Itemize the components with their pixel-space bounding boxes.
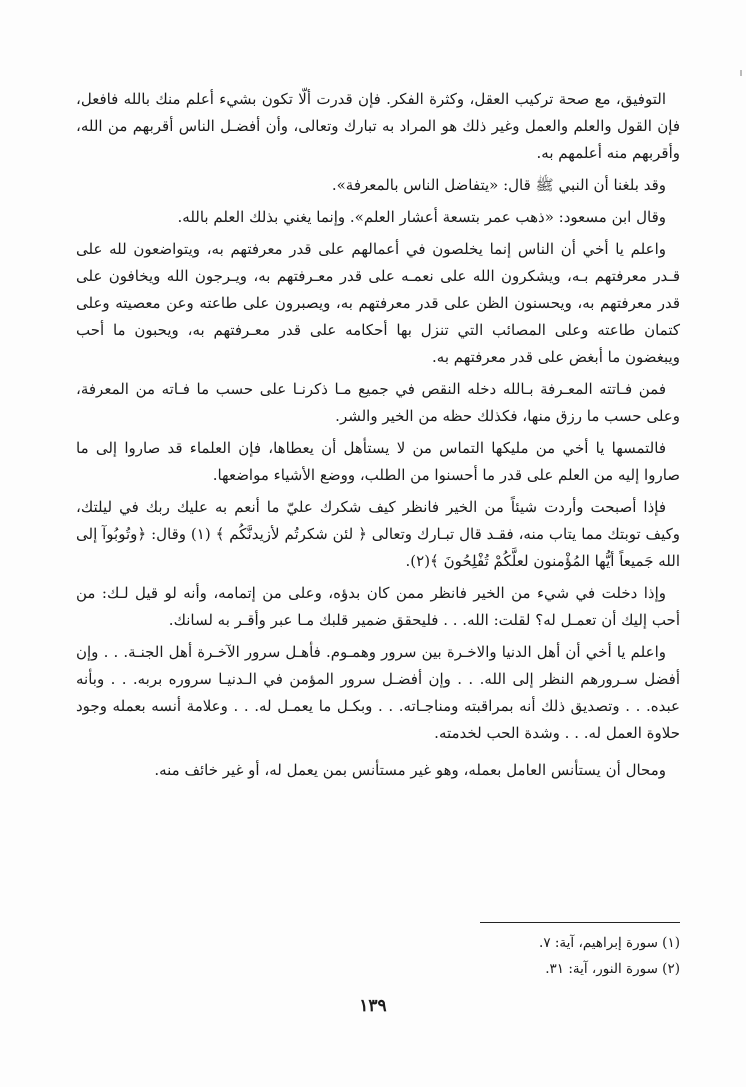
paragraph-6: فالتمسها يا أخي من مليكها التماس من لا يستأهل أن يعطاها، فإن العلماء قد صاروا إلى ما صاروا إليه من العلم على قدر ما أحسنوا من الطلب، ووضع الأشياء مواضعها. <box>76 439 680 484</box>
paragraph-8: وإذا دخلت في شيء من الخير فانظر ممن كان بدؤه، وعلى من إتمامه، وأنه لو قيل لـك: من أحب إليك أن تعمـل له؟ لقلت: الله. . . فليحقق ضمير قلبك مـا عبر وأقـر به لسانك. <box>76 584 680 629</box>
paragraph-5: فمن فـاتته المعـرفة بـالله دخله النقص في جميع مـا ذكرنـا على حسب ما فـاته من المعرفة، وعلى حسب ما رزق منها، فكذلك حظه من الخير والشر. <box>76 380 680 425</box>
paragraph-7: فإذا أصبحت وأردت شيئاً من الخير فانظر كيف شكرك عليّ ما أنعم به عليك ربك في ليلتك، وكيف توبتك مما يتاب منه، فقـد قال تبـارك وتعالى ﴿ لئن شكرتُم لأزيدنَّكُم ﴾ (١) وقال: ﴿وتُوبُوآ إلى الله جَميعاً أيُّها المُؤْمنون لعلَّكُمْ تُفْلِحُونَ ﴾(٢). <box>76 498 680 570</box>
paragraph-4: واعلم يا أخي أن الناس إنما يخلصون في أعمالهم على قدر معرفتهم به، ويتواضعون لله على قـدر معرفتهم بـه، ويشكرون الله على نعمـه على قدر معـرفتهم به، ويـرجون الله ويخافون على قدر معرفتهم به، ويحسنون الظن على قدر معرفتهم به، ويصبرون على طاعته وعن معصيته وعلى كتمان طاعته وعلى المصائب التي تنزل بها أحكامه على قدر معـرفتهم به، ويحبون ما أحب ويبغضون ما أبغض على قدر معرفتهم به. <box>76 240 680 366</box>
paragraph-10: ومحال أن يستأنس العامل بعمله، وهو غير مستأنس بمن يعمل له، أو غير خائف منه. <box>154 761 666 779</box>
main-text <box>76 86 680 789</box>
footnote-2: (٢) سورة النور، آية: ٣١. <box>545 961 680 977</box>
paragraph-3: وقال ابن مسعود: «ذهب عمر بتسعة أعشار العلم». وإنما يغني بذلك العلم بالله. <box>177 208 666 226</box>
footnote-1: (١) سورة إبراهيم، آية: ٧. <box>539 935 680 951</box>
footnotes <box>76 930 680 982</box>
paragraph-9: واعلم يا أخي أن أهل الدنيا والاخـرة بين سرور وهمـوم. فأهـل سرور الآخـرة أهل الجنـة. . . وإن أفضل سـرورهم النظر إلى الله. . . وإن أفضـل سرور المؤمن في الـدنيـا سروره بربه. . . وبأنه عبده. . . وتصديق ذلك أنه بمراقبته ومناجـاته. . . وبكـل ما يعمـل له. . . وعلامة أنسه بعمله وجود حلاوة العمل له. . . وشدة الحب لخدمته. <box>76 643 680 742</box>
paragraph-1: التوفيق، مع صحة تركيب العقل، وكثرة الفكر. فإن قدرت ألّا تكون بشيء أعلم منك بالله فافعل، فإن القول والعلم والعمل وغير ذلك هو المراد به تبارك وتعالى، وأن أفضـل الناس أقربهم من الله، وأقربهم منه أعلمهم به. <box>76 90 680 162</box>
scan-mark <box>740 70 742 76</box>
paragraph-2: وقد بلغنا أن النبي ﷺ قال: «يتفاضل الناس بالمعرفة». <box>331 176 666 194</box>
footnote-divider <box>480 922 680 923</box>
page-number: ١٣٩ <box>359 996 387 1016</box>
